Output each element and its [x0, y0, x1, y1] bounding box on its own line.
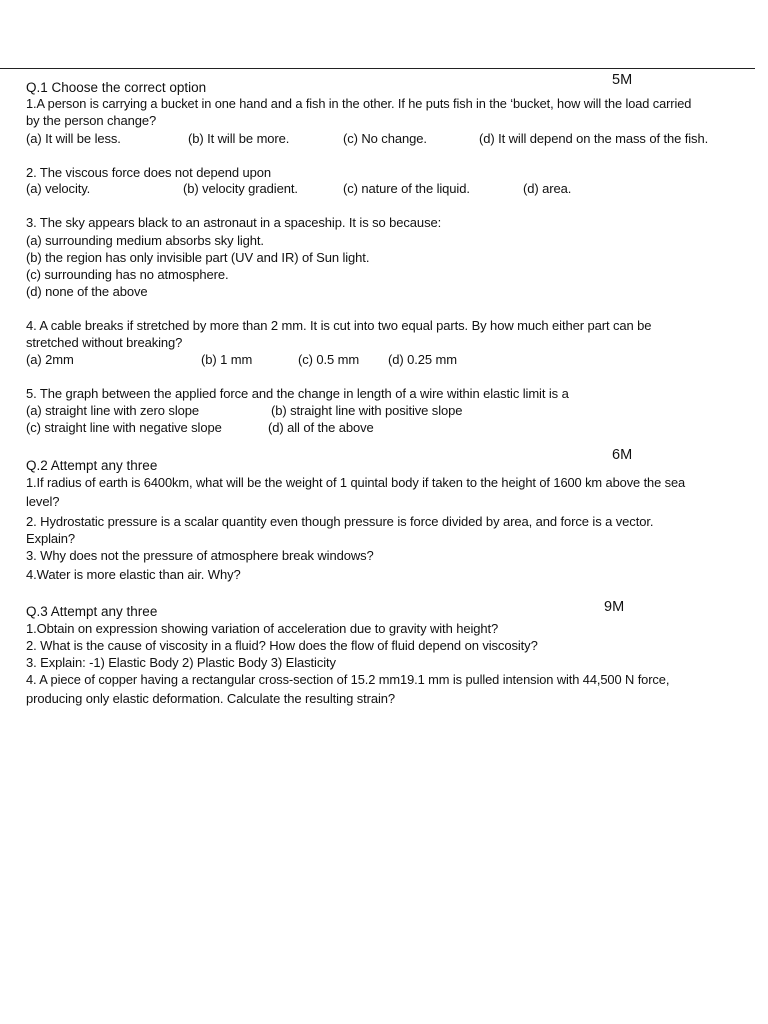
q1-1-option-b: (b) It will be more.	[188, 131, 290, 146]
q1-3-option-d: (d) none of the above	[26, 284, 148, 299]
q1-1-option-a: (a) It will be less.	[26, 131, 121, 146]
q3-marks: 9M	[604, 599, 625, 615]
q1-1-option-d: (d) It will depend on the mass of the fish.	[479, 131, 709, 146]
q1-heading: Q.1 Choose the correct option	[26, 80, 207, 95]
q2-marks: 6M	[612, 447, 633, 463]
q1-3-option-a: (a) surrounding medium absorbs sky light.	[26, 233, 264, 248]
q3-heading: Q.3 Attempt any three	[26, 604, 158, 619]
q3-item-2: 2. What is the cause of viscosity in a fluid? How does the flow of fluid depend on viscosity?	[26, 638, 538, 653]
q1-5-option-d: (d) all of the above	[268, 420, 374, 435]
q1-5-line-1: 5. The graph between the applied force and the change in length of a wire within elastic limit is a	[26, 386, 569, 401]
q1-5-option-b: (b) straight line with positive slope	[271, 403, 463, 418]
q2-item-4: 4.Water is more elastic than air. Why?	[26, 567, 241, 582]
q3-item-4-line-2: producing only elastic deformation. Calculate the resulting strain?	[26, 691, 396, 706]
q1-4-option-d: (d) 0.25 mm	[388, 352, 457, 367]
q2-item-2-line-2: Explain?	[26, 531, 76, 546]
q1-2-option-c: (c) nature of the liquid.	[343, 181, 470, 196]
q1-5-option-a: (a) straight line with zero slope	[26, 403, 200, 418]
q1-4-option-a: (a) 2mm	[26, 352, 74, 367]
top-rule	[0, 68, 755, 69]
q2-item-2-line-1: 2. Hydrostatic pressure is a scalar quantity even though pressure is force divided by area, and force is a vector.	[26, 514, 654, 529]
q3-item-1: 1.Obtain on expression showing variation of acceleration due to gravity with height?	[26, 621, 499, 636]
q2-item-1-line-1: 1.If radius of earth is 6400km, what will be the weight of 1 quintal body if taken to the height of 1600 km above the sea	[26, 475, 686, 490]
q1-marks: 5M	[612, 72, 633, 88]
q2-heading: Q.2 Attempt any three	[26, 458, 158, 473]
q1-4-line-2: stretched without breaking?	[26, 335, 183, 350]
q3-item-4-line-1: 4. A piece of copper having a rectangular cross-section of 15.2 mm19.1 mm is pulled intension with 44,500 N force,	[26, 672, 670, 687]
q1-2-option-b: (b) velocity gradient.	[183, 181, 298, 196]
q1-4-option-c: (c) 0.5 mm	[298, 352, 360, 367]
q2-item-3: 3. Why does not the pressure of atmosphere break windows?	[26, 548, 374, 563]
q1-3-line-1: 3. The sky appears black to an astronaut in a spaceship. It is so because:	[26, 215, 442, 230]
q1-1-line-2: by the person change?	[26, 113, 157, 128]
q1-2-option-d: (d) area.	[523, 181, 572, 196]
q3-item-3: 3. Explain: -1) Elastic Body 2) Plastic Body 3) Elasticity	[26, 655, 336, 670]
q1-1-option-c: (c) No change.	[343, 131, 427, 146]
q1-2-option-a: (a) velocity.	[26, 181, 91, 196]
q2-item-1-line-2: level?	[26, 494, 60, 509]
q1-4-option-b: (b) 1 mm	[201, 352, 253, 367]
q1-3-option-b: (b) the region has only invisible part (UV and IR) of Sun light.	[26, 250, 370, 265]
q1-1-line-1: 1.A person is carrying a bucket in one hand and a fish in the other. If he puts fish in the ‘bucket, how will the load carried	[26, 96, 692, 111]
q1-5-option-c: (c) straight line with negative slope	[26, 420, 222, 435]
q1-4-line-1: 4. A cable breaks if stretched by more than 2 mm. It is cut into two equal parts. By how much either part can be	[26, 318, 652, 333]
q1-2-line-1: 2. The viscous force does not depend upon	[26, 165, 272, 180]
q1-3-option-c: (c) surrounding has no atmosphere.	[26, 267, 229, 282]
